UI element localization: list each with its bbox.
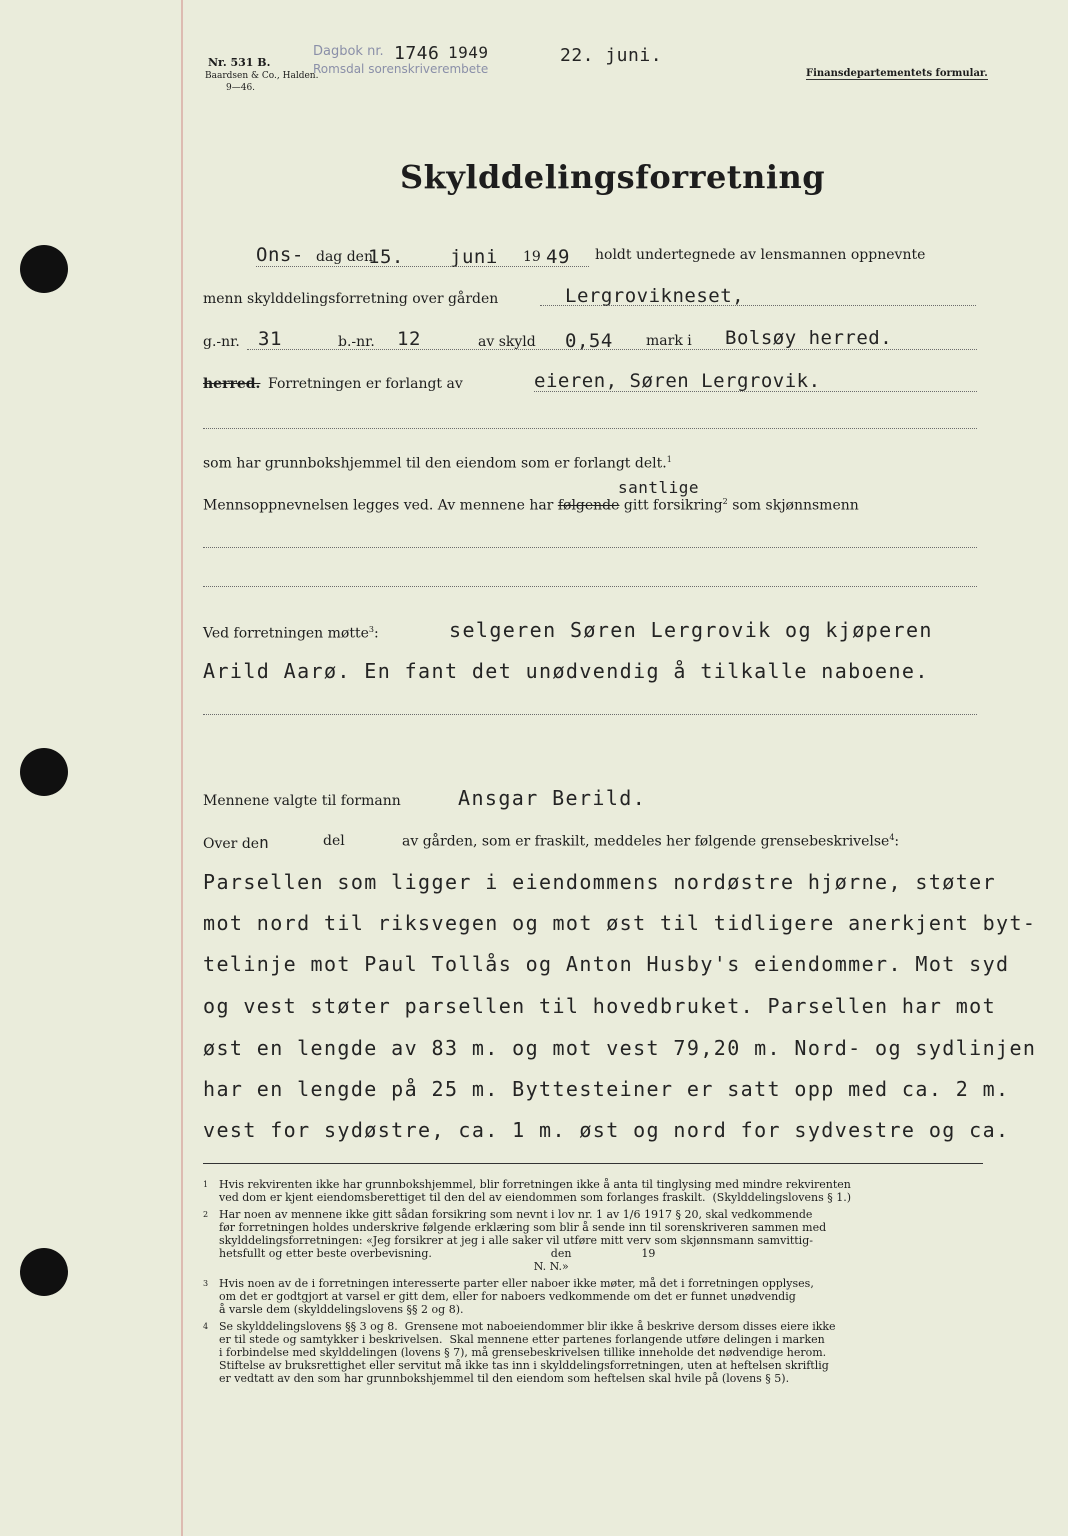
punch-hole-middle	[20, 748, 68, 796]
line4b-rule	[203, 428, 977, 429]
line4-rule	[534, 391, 977, 392]
journal-year: 1949	[448, 43, 489, 62]
struck-folgende: følgende	[557, 497, 620, 514]
journal-date: 22. juni.	[560, 45, 663, 66]
footnote	[203, 1178, 983, 1204]
printer-name: Baardsen & Co., Halden.	[205, 71, 319, 81]
attendance-label: Ved forretningen møtte$^3$:	[203, 625, 379, 642]
line3-rule	[247, 349, 977, 350]
journal-number: 1746	[394, 43, 440, 64]
struck-herred: herred.	[203, 376, 261, 392]
line2-rule	[540, 305, 976, 306]
footnote-line: i forbindelse med skylddelingen (lovens § 7), må grensebeskrivelsen tillike inneholde det nødvendige herom.	[219, 1346, 827, 1359]
footnote-line: Hvis noen av de i forretningen interesserte parter eller naboer ikke møter, må det i forretningen opplyses,	[219, 1277, 814, 1290]
footnote-line: Se skylddelingslovens §§ 3 og 8. Grensene mot naboeiendommer blir ikke å beskrive dersom disses eiere ikke	[219, 1320, 836, 1333]
footnote-line: er vedtatt av den som har grunnbokshjemmel til den eiendom som heftelsen skal hvile på (lovens § 5).	[219, 1372, 790, 1385]
herred-value: Bolsøy herred.	[725, 327, 893, 349]
year-suffix: 49	[546, 246, 570, 268]
chairman-label: Mennene valgte til formann	[203, 793, 401, 809]
footnote-separator	[203, 1163, 983, 1164]
over-text-a: Over den	[203, 833, 270, 852]
footnote-line: før forretningen holdes underskrive følgende erklæring som blir å sende inn til sorenskriveren sammen med	[219, 1221, 827, 1234]
footnote-number: 3	[203, 1279, 209, 1288]
line4-text: Forretningen er forlangt av	[268, 376, 463, 392]
stamp-dagbok-label: Dagbok nr.	[313, 44, 384, 59]
stamp-office: Romsdal sorenskriverembete	[313, 62, 489, 76]
footnote	[203, 1208, 983, 1273]
form-number: Nr. 531 B.	[208, 56, 271, 69]
footnote-number: 1	[203, 1180, 209, 1189]
footnote-line: ved dom er kjent eiendomsberettiget til den del av eiendommen som forlanges fraskilt. (Skylddelingslovens § 1.)	[219, 1191, 852, 1204]
line6c-rule	[203, 586, 977, 587]
description-line: vest for sydøstre, ca. 1 m. øst og nord for sydvestre og ca.	[203, 1118, 1010, 1142]
footnote-line: hetsfullt og etter beste overbevisning. den 19	[219, 1247, 656, 1260]
dag-den-label: dag den	[316, 249, 373, 265]
requester-value: eieren, Søren Lergrovik.	[534, 370, 821, 392]
footnote-number: 4	[203, 1322, 209, 1331]
description-line: øst en lengde av 83 m. og mot vest 79,20 m. Nord- og sydlinjen	[203, 1036, 1037, 1060]
attendance-rule	[203, 714, 977, 715]
footnote-line: Hvis rekvirenten ikke har grunnbokshjemmel, blir forretningen ikke å anta til tinglysing med mindre rekvirenten	[219, 1178, 851, 1191]
bnr-label: b.-nr.	[338, 334, 375, 350]
line2-text: menn skylddelingsforretning over gården	[203, 291, 499, 307]
document-title: Skylddelingsforretning	[400, 158, 826, 196]
line1-rule	[256, 266, 589, 267]
weekday-value: Ons-	[256, 244, 304, 266]
footnote-line: om det er godtgjort at varsel er gitt dem, eller for naboers vedkommende om det er funnet unødvendig	[219, 1290, 796, 1303]
footnote-line: Har noen av mennene ikke gitt sådan forsikring som nevnt i lov nr. 1 av 1/6 1917 § 20, skal vedkommende	[219, 1208, 813, 1221]
bnr-value: 12	[397, 328, 421, 350]
footnote-line: N. N.»	[219, 1260, 569, 1273]
punch-hole-top	[20, 245, 68, 293]
gnr-label: g.-nr.	[203, 334, 240, 350]
footnote-line: skylddelingsforretningen: «Jeg forsikrer at jeg i alle saker vil utføre mitt verv som skjønnsmann samvittig-	[219, 1234, 813, 1247]
line6-text: Mennsoppnevnelsen legges ved. Av mennene har følgende gitt forsikring$^2$ som skjønnsmenn	[203, 497, 859, 514]
footnote	[203, 1277, 983, 1316]
form-source: Finansdepartementets formular.	[806, 68, 988, 79]
punch-hole-bottom	[20, 1248, 68, 1296]
day-value: 15.	[368, 246, 404, 268]
over-text-b: del	[323, 833, 345, 849]
insert-santlige: santlige	[618, 478, 700, 497]
mark-label: mark i	[646, 333, 692, 349]
description-line: har en lengde på 25 m. Byttesteiner er satt opp med ca. 2 m.	[203, 1077, 1010, 1101]
year-prefix: 19	[523, 249, 541, 265]
attendance-line1: selgeren Søren Lergrovik og kjøperen	[449, 618, 933, 642]
description-line: Parsellen som ligger i eiendommens nordøstre hjørne, støter	[203, 870, 997, 894]
footnote	[203, 1320, 983, 1385]
skyld-label: av skyld	[478, 334, 536, 350]
description-line: telinje mot Paul Tollås og Anton Husby's eiendommer. Mot syd	[203, 952, 1010, 976]
skyld-value: 0,54	[565, 330, 613, 352]
footnote-line: er til stede og samtykker i beskrivelsen. Skal mennene etter partenes forlangende utføre delingen i marken	[219, 1333, 825, 1346]
gnr-value: 31	[258, 328, 282, 350]
farm-name: Lergrovikneset,	[565, 285, 745, 307]
description-line: og vest støter parsellen til hovedbruket. Parsellen har mot	[203, 994, 997, 1018]
line5-text: som har grunnbokshjemmel til den eiendom som er forlangt delt.$^1$	[203, 455, 672, 472]
chairman-name: Ansgar Berild.	[458, 786, 647, 810]
footnote-number: 2	[203, 1210, 209, 1219]
over-text-c: av gården, som er fraskilt, meddeles her følgende grensebeskrivelse$^4$:	[402, 833, 900, 850]
description-line: mot nord til riksvegen og mot øst til tidligere anerkjent byt-	[203, 911, 1037, 935]
footnote-line: å varsle dem (skylddelingslovens §§ 2 og 8).	[219, 1303, 464, 1316]
line6b-rule	[203, 547, 977, 548]
print-date: 9—46.	[226, 83, 256, 93]
footnotes	[203, 1178, 983, 1389]
line1-text: holdt undertegnede av lensmannen oppnevnte	[595, 247, 926, 263]
month-value: juni	[450, 246, 498, 268]
margin-rule	[181, 0, 183, 1536]
footnote-line: Stiftelse av bruksrettighet eller servitut må ikke tas inn i skylddelingsforretningen, uten at heftelsen skriftlig	[219, 1359, 829, 1372]
attendance-line2: Arild Aarø. En fant det unødvendig å tilkalle naboene.	[203, 659, 929, 683]
